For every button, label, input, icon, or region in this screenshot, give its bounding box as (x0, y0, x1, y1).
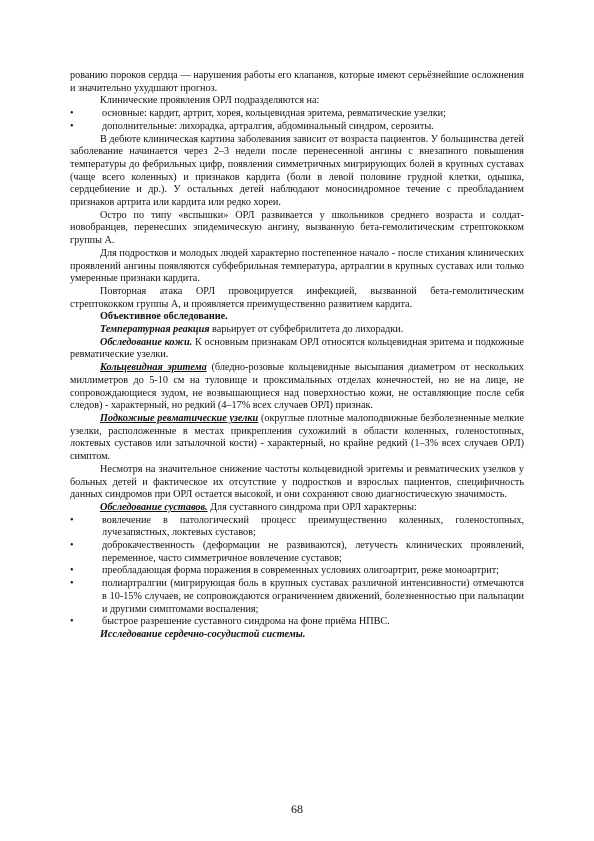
document-page (70, 70, 524, 642)
list-item-text: основные: кардит, артрит, хорея, кольцевидная эритема, ревматические узелки; (102, 108, 446, 120)
paragraph: Повторная атака ОРЛ провоцируется инфекцией, вызванной бета-гемолитическим стрептококком группы А, и проявляется преимущественно развитием кардита. (70, 285, 524, 310)
list-item (70, 616, 524, 629)
paragraph: Несмотря на значительное снижение частоты кольцевидной эритемы и ревматических узелков у больных детей и фактическое их отсутствие у подростков и взрослых пациентов, специфичность данных синдромов при ОРЛ остается высокой, и они сохраняют свою диагностическую значимость. (70, 463, 524, 501)
term-label: Подкожные ревматические узелки (100, 412, 259, 424)
term-text: К основным признакам ОРЛ относятся кольцевидная эритема и подкожные ревматические узелки. (70, 336, 524, 361)
page-number: 68 (291, 802, 303, 816)
list-item (70, 121, 524, 134)
section-heading: Объективное обследование. (100, 311, 228, 323)
paragraph (70, 337, 524, 362)
bullet-icon: • (70, 540, 74, 552)
section-heading: Исследование сердечно-сосудистой системы. (100, 628, 306, 640)
term-text: Для суставного синдрома при ОРЛ характерны: (207, 501, 417, 513)
bullet-icon: • (70, 120, 74, 132)
paragraph (70, 502, 524, 515)
bullet-icon: • (70, 565, 74, 577)
list-item (70, 108, 524, 121)
bullet-icon: • (70, 108, 74, 120)
list-item-text: полиартралгии (мигрирующая боль в крупных суставах различной интенсивности) отмечаются в 10-15% случаев, не сопровождаются ограничением движений, болезненностью при пальпации и другими симптомами воспаления; (102, 578, 524, 615)
bullet-icon: • (70, 514, 74, 526)
list-item (70, 540, 524, 565)
term-label: Температурная реакция (100, 324, 210, 336)
list-item (70, 578, 524, 616)
paragraph (70, 362, 524, 413)
term-text: варьирует от субфебрилитета до лихорадки. (209, 324, 404, 336)
term-text: (округлые плотные малоподвижные безболезненные мелкие узелки, расположенные в местах прикрепления сухожилий в области коленных, голеностопных, локтевых суставов или затылочной кости) - характерный, но крайне редкий (1–3% всех случаев ОРЛ) симптом. (70, 412, 525, 463)
list-item-text: доброкачественность (деформации не развиваются), летучесть клинических проявлений, переменное, часто симметричное вовлечение суставов; (102, 540, 524, 564)
paragraph: рованию пороков сердца — нарушения работы его клапанов, которые имеют серьёзнейшие осложнения и значительно ухудшают прогноз. (70, 70, 524, 94)
list-item-text: преобладающая форма поражения в современных условиях олигоартрит, реже моноартрит; (102, 565, 500, 577)
list-item (70, 515, 524, 540)
term-label: Кольцевидная эритема (100, 362, 207, 374)
term-text: (бледно-розовые кольцевидные высыпания диаметром от нескольких миллиметров до 5-10 см на туловище и проксимальных отделах конечностей, но не на лице, не сопровождающиеся зудом, не возвышающиеся над поверхностью кожи, не оставляющие после себя следов) - характерный, но редкий (4–17% всех случаев ОРЛ) признак. (70, 362, 524, 412)
paragraph (70, 324, 524, 337)
paragraph: Для подростков и молодых людей характерно постепенное начало - после стихания клинических проявлений ангины появляются субфебрильная температура, артралгии в крупных суставах или только умеренные признаки кардита. (70, 247, 524, 285)
paragraph (70, 413, 524, 464)
paragraph: Остро по типу «вспышки» ОРЛ развивается у школьников среднего возраста и солдат-новобранцев, перенесших эпидемическую ангину, вызванную бета-гемолитическим стрептококком группы А. (70, 209, 524, 247)
term-label: Обследование кожи. (100, 336, 193, 348)
term-label: Обследование суставов. (100, 501, 208, 513)
list-item-text: вовлечение в патологический процесс преимущественно коленных, голеностопных, лучезапястных, локтевых суставов; (102, 514, 524, 539)
paragraph: В дебюте клиническая картина заболевания зависит от возраста пациентов. У большинства детей заболевание начинается через 2–3 недели после перенесенной ангины с внезапного повышения температуры до фебрильных цифр, появления симметричных мигрирующих болей в крупных суставах (чаще всего коленных) и признаков кардита (боли в левой половине грудной клетки, одышка, сердцебиение и др.). У остальных детей наблюдают моносиндромное течение с преобладанием признаков артрита или кардита или редко хореи. (70, 133, 524, 209)
list-item-text: быстрое разрешение суставного синдрома на фоне приёма НПВС. (102, 616, 390, 628)
bullet-icon: • (70, 616, 74, 628)
list-item-text: дополнительные: лихорадка, артралгия, абдоминальный синдром, серозиты. (102, 120, 434, 132)
bullet-icon: • (70, 578, 74, 590)
list-item (70, 565, 524, 578)
paragraph: Клинические проявления ОРЛ подразделяются на: (100, 95, 320, 107)
